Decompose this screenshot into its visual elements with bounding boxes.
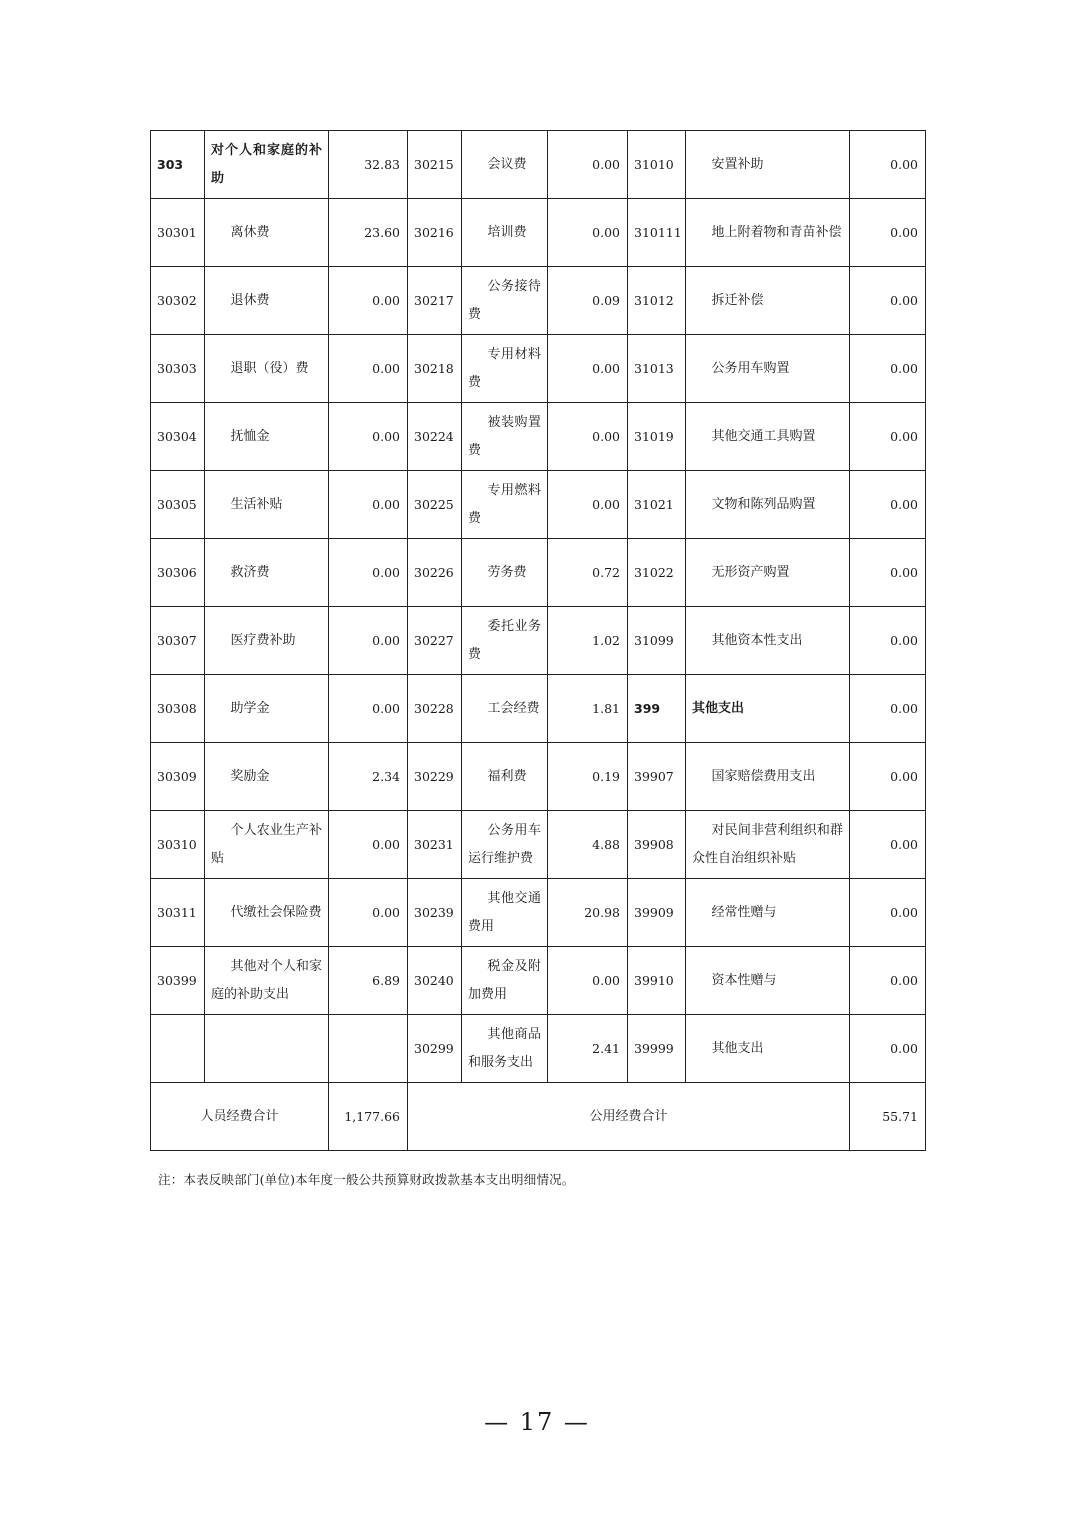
- economic-code-cell: 30303: [151, 335, 205, 403]
- item-name-cell: 资本性赠与: [686, 947, 850, 1015]
- economic-code-cell: 30225: [408, 471, 462, 539]
- item-name-cell: 其他支出: [686, 675, 850, 743]
- amount-cell: 1.02: [548, 607, 628, 675]
- item-name-cell: 工会经费: [462, 675, 548, 743]
- item-name-cell: 其他交通工具购置: [686, 403, 850, 471]
- amount-cell: 0.00: [548, 471, 628, 539]
- personnel-total-amount: 1,177.66: [329, 1083, 408, 1151]
- amount-cell: 6.89: [329, 947, 408, 1015]
- table-body: [151, 131, 926, 1083]
- economic-code-cell: 31022: [628, 539, 686, 607]
- table-footnote: 注：本表反映部门(单位)本年度一般公共预算财政拨款基本支出明细情况。: [158, 1172, 575, 1187]
- amount-cell: [329, 1015, 408, 1083]
- item-name-cell: 经常性赠与: [686, 879, 850, 947]
- economic-code-cell: 310111: [628, 199, 686, 267]
- page-number: — 17 —: [484, 1408, 590, 1436]
- amount-cell: 0.00: [548, 131, 628, 199]
- economic-code-cell: 30302: [151, 267, 205, 335]
- economic-code-cell: 30399: [151, 947, 205, 1015]
- amount-cell: 0.09: [548, 267, 628, 335]
- economic-code-cell: 30227: [408, 607, 462, 675]
- economic-code-cell: 30310: [151, 811, 205, 879]
- table-row: [151, 131, 926, 199]
- item-name-cell: 专用燃料费: [462, 471, 548, 539]
- amount-cell: 0.00: [850, 879, 926, 947]
- economic-code-cell: 39909: [628, 879, 686, 947]
- item-name-cell: 公务用车运行维护费: [462, 811, 548, 879]
- item-name-cell: 安置补助: [686, 131, 850, 199]
- totals-row: [151, 1083, 926, 1151]
- amount-cell: 32.83: [329, 131, 408, 199]
- item-name-cell: 福利费: [462, 743, 548, 811]
- economic-code-cell: 30224: [408, 403, 462, 471]
- economic-code-cell: 31019: [628, 403, 686, 471]
- item-name-cell: 代缴社会保险费: [205, 879, 329, 947]
- personnel-total-label: 人员经费合计: [151, 1083, 329, 1151]
- economic-code-cell: 31099: [628, 607, 686, 675]
- economic-code-cell: 31013: [628, 335, 686, 403]
- amount-cell: 0.00: [850, 199, 926, 267]
- item-name-cell: 个人农业生产补贴: [205, 811, 329, 879]
- table-row: [151, 267, 926, 335]
- item-name-cell: 助学金: [205, 675, 329, 743]
- public-total-label: 公用经费合计: [408, 1083, 850, 1151]
- item-name-cell: 对民间非营利组织和群众性自治组织补贴: [686, 811, 850, 879]
- item-name-cell: 委托业务费: [462, 607, 548, 675]
- amount-cell: 2.34: [329, 743, 408, 811]
- table-row: [151, 199, 926, 267]
- amount-cell: 0.00: [850, 539, 926, 607]
- item-name-cell: 其他支出: [686, 1015, 850, 1083]
- economic-code-cell: 30216: [408, 199, 462, 267]
- item-name-cell: 拆迁补偿: [686, 267, 850, 335]
- item-name-cell: 公务接待费: [462, 267, 548, 335]
- economic-code-cell: 39907: [628, 743, 686, 811]
- amount-cell: 0.00: [548, 335, 628, 403]
- economic-code-cell: 30229: [408, 743, 462, 811]
- economic-code-cell: 30218: [408, 335, 462, 403]
- item-name-cell: 劳务费: [462, 539, 548, 607]
- economic-code-cell: 30306: [151, 539, 205, 607]
- item-name-cell: 退职（役）费: [205, 335, 329, 403]
- economic-code-cell: 39908: [628, 811, 686, 879]
- amount-cell: 0.00: [850, 811, 926, 879]
- amount-cell: 0.00: [329, 335, 408, 403]
- item-name-cell: 离休费: [205, 199, 329, 267]
- item-name-cell: 公务用车购置: [686, 335, 850, 403]
- economic-code-cell: 30308: [151, 675, 205, 743]
- economic-code-cell: 30226: [408, 539, 462, 607]
- amount-cell: 0.00: [329, 539, 408, 607]
- item-name-cell: 抚恤金: [205, 403, 329, 471]
- item-name-cell: 救济费: [205, 539, 329, 607]
- amount-cell: 0.00: [548, 947, 628, 1015]
- economic-code-cell: 31021: [628, 471, 686, 539]
- item-name-cell: [205, 1015, 329, 1083]
- table-row: [151, 743, 926, 811]
- amount-cell: 0.72: [548, 539, 628, 607]
- economic-code-cell: 30239: [408, 879, 462, 947]
- item-name-cell: 培训费: [462, 199, 548, 267]
- amount-cell: 0.00: [850, 743, 926, 811]
- item-name-cell: 国家赔偿费用支出: [686, 743, 850, 811]
- table-row: [151, 879, 926, 947]
- economic-code-cell: 30240: [408, 947, 462, 1015]
- amount-cell: 0.00: [850, 403, 926, 471]
- table-row: [151, 1015, 926, 1083]
- economic-code-cell: 30228: [408, 675, 462, 743]
- amount-cell: 0.00: [329, 811, 408, 879]
- amount-cell: 0.00: [850, 267, 926, 335]
- item-name-cell: 其他商品和服务支出: [462, 1015, 548, 1083]
- amount-cell: 20.98: [548, 879, 628, 947]
- table-row: [151, 403, 926, 471]
- economic-code-cell: 399: [628, 675, 686, 743]
- economic-code-cell: 31012: [628, 267, 686, 335]
- item-name-cell: 会议费: [462, 131, 548, 199]
- amount-cell: 0.00: [329, 607, 408, 675]
- amount-cell: 4.88: [548, 811, 628, 879]
- economic-code-cell: 30304: [151, 403, 205, 471]
- amount-cell: 0.00: [329, 403, 408, 471]
- economic-code-cell: 30301: [151, 199, 205, 267]
- table-row: [151, 675, 926, 743]
- economic-code-cell: 30305: [151, 471, 205, 539]
- amount-cell: 0.00: [850, 947, 926, 1015]
- economic-code-cell: 30217: [408, 267, 462, 335]
- economic-code-cell: 30311: [151, 879, 205, 947]
- amount-cell: 0.00: [850, 335, 926, 403]
- economic-code-cell: 30215: [408, 131, 462, 199]
- item-name-cell: 对个人和家庭的补助: [205, 131, 329, 199]
- table-row: [151, 947, 926, 1015]
- item-name-cell: 地上附着物和青苗补偿: [686, 199, 850, 267]
- item-name-cell: 奖励金: [205, 743, 329, 811]
- economic-code-cell: 39910: [628, 947, 686, 1015]
- table-row: [151, 607, 926, 675]
- amount-cell: 0.00: [850, 1015, 926, 1083]
- amount-cell: 0.00: [850, 131, 926, 199]
- economic-code-cell: 39999: [628, 1015, 686, 1083]
- amount-cell: 0.00: [329, 471, 408, 539]
- economic-code-cell: 30307: [151, 607, 205, 675]
- economic-code-cell: [151, 1015, 205, 1083]
- amount-cell: 0.00: [850, 607, 926, 675]
- amount-cell: 0.19: [548, 743, 628, 811]
- table-row: [151, 539, 926, 607]
- item-name-cell: 其他交通费用: [462, 879, 548, 947]
- economic-code-cell: 303: [151, 131, 205, 199]
- item-name-cell: 文物和陈列品购置: [686, 471, 850, 539]
- amount-cell: 0.00: [548, 403, 628, 471]
- amount-cell: 23.60: [329, 199, 408, 267]
- item-name-cell: 专用材料费: [462, 335, 548, 403]
- public-total-amount: 55.71: [850, 1083, 926, 1151]
- item-name-cell: 无形资产购置: [686, 539, 850, 607]
- table-row: [151, 811, 926, 879]
- item-name-cell: 被装购置费: [462, 403, 548, 471]
- amount-cell: 0.00: [329, 879, 408, 947]
- item-name-cell: 退休费: [205, 267, 329, 335]
- item-name-cell: 医疗费补助: [205, 607, 329, 675]
- amount-cell: 0.00: [329, 267, 408, 335]
- item-name-cell: 税金及附加费用: [462, 947, 548, 1015]
- table-row: [151, 335, 926, 403]
- economic-code-cell: 30299: [408, 1015, 462, 1083]
- amount-cell: 1.81: [548, 675, 628, 743]
- economic-code-cell: 30231: [408, 811, 462, 879]
- amount-cell: 0.00: [850, 675, 926, 743]
- economic-code-cell: 31010: [628, 131, 686, 199]
- amount-cell: 2.41: [548, 1015, 628, 1083]
- budget-detail-table: [150, 130, 926, 1151]
- item-name-cell: 其他对个人和家庭的补助支出: [205, 947, 329, 1015]
- amount-cell: 0.00: [329, 675, 408, 743]
- amount-cell: 0.00: [850, 471, 926, 539]
- item-name-cell: 其他资本性支出: [686, 607, 850, 675]
- item-name-cell: 生活补贴: [205, 471, 329, 539]
- economic-code-cell: 30309: [151, 743, 205, 811]
- table-row: [151, 471, 926, 539]
- amount-cell: 0.00: [548, 199, 628, 267]
